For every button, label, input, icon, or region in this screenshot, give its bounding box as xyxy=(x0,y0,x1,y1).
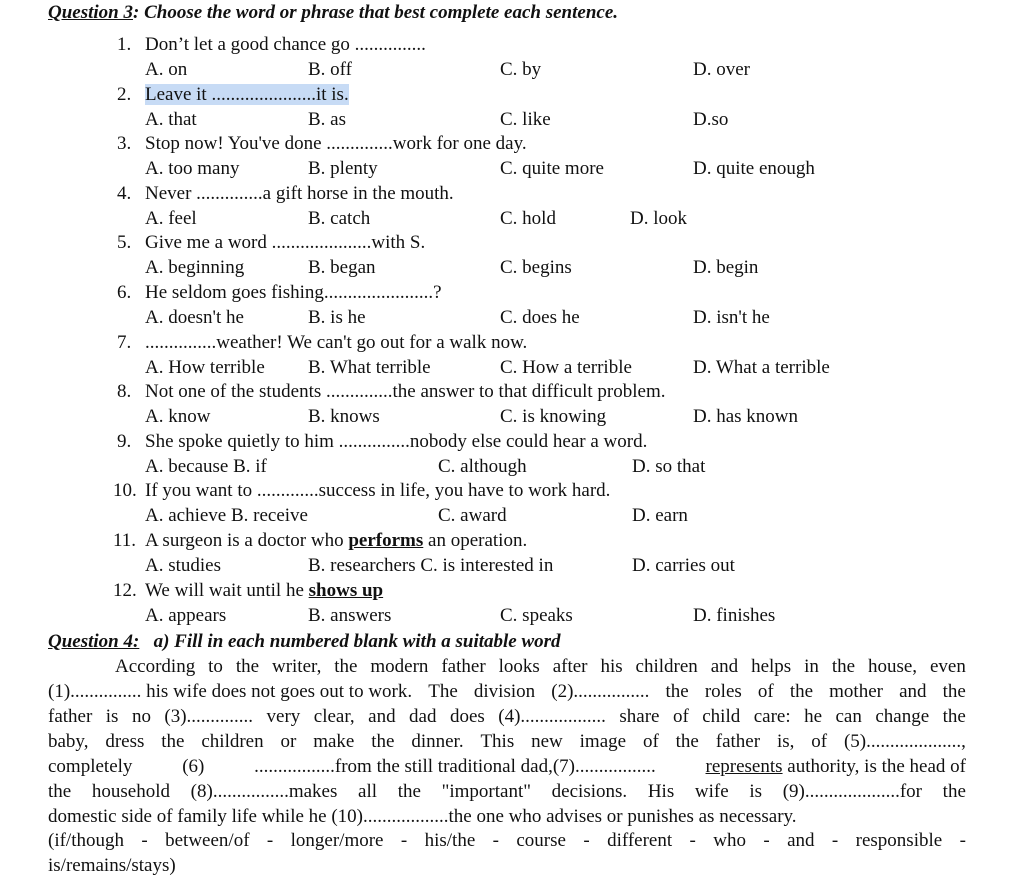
passage-word: in xyxy=(804,656,819,677)
passage-word: change xyxy=(875,705,930,727)
answer-option[interactable]: A. studies xyxy=(145,555,221,576)
passage-word: the xyxy=(161,730,185,752)
answer-option[interactable]: B. is he xyxy=(308,307,366,328)
passage-word: dinner. xyxy=(411,730,464,752)
passage-word: - xyxy=(492,830,499,852)
question-stem xyxy=(145,34,426,56)
passage-word: of xyxy=(811,730,828,752)
passage-word: (9)....................for xyxy=(782,780,922,802)
question-number: 12. xyxy=(113,579,137,601)
answer-option[interactable]: D. quite enough xyxy=(693,158,815,180)
question-4-heading xyxy=(48,631,561,653)
passage-word: (5)...................., xyxy=(843,730,966,752)
passage-word: roles xyxy=(704,681,742,702)
passage-word: father xyxy=(441,656,486,677)
passage-line xyxy=(48,830,966,852)
passage-word: (2)................ xyxy=(551,681,650,702)
passage-word: looks xyxy=(498,656,540,677)
passage-word: new xyxy=(531,730,563,752)
passage-word: the xyxy=(942,705,966,727)
answer-option[interactable]: D. look xyxy=(630,207,687,229)
passage-word: mother xyxy=(829,681,883,702)
passage-word: the xyxy=(334,656,358,677)
answer-option[interactable]: C. although xyxy=(438,455,527,477)
passage-line xyxy=(48,756,966,778)
stem-text: If you want to .............success in life, you have to work hard. xyxy=(145,480,611,502)
passage-word: baby, xyxy=(48,730,89,752)
passage-word: (6) xyxy=(182,755,205,777)
question-4-instruction: a) Fill in each numbered blank with a suitable word xyxy=(153,631,561,652)
question-stem xyxy=(145,332,527,354)
answer-option[interactable]: A. beginning xyxy=(145,257,245,279)
passage-word: no xyxy=(131,705,151,727)
question-number: 10. xyxy=(113,480,137,502)
passage-word: child xyxy=(702,705,741,727)
question-3-heading xyxy=(48,2,618,24)
passage-word: the xyxy=(48,780,72,802)
answer-option[interactable]: A. know xyxy=(145,406,211,428)
answer-option[interactable]: A. too many xyxy=(145,158,240,180)
passage-word: responsible xyxy=(855,830,943,852)
passage-word: or xyxy=(280,730,297,752)
question-4-label: Question 4: xyxy=(48,631,140,652)
question-number: 6. xyxy=(117,282,132,303)
passage-word: His xyxy=(647,780,675,802)
underlined-phrase: performs xyxy=(348,530,424,551)
passage-word: his/the xyxy=(424,830,476,852)
passage-word: - xyxy=(400,830,408,852)
passage-word: the xyxy=(675,730,699,752)
passage-word: children xyxy=(201,730,264,752)
answer-option[interactable]: C. does he xyxy=(500,307,580,328)
passage-word: he xyxy=(804,705,823,727)
passage-word: between/of xyxy=(165,830,250,852)
passage-line xyxy=(48,681,966,703)
passage-word: children xyxy=(635,656,698,677)
passage-word: dad xyxy=(409,705,437,727)
passage-word: of xyxy=(672,705,689,727)
passage-word: writer, xyxy=(271,656,322,677)
stem-text: Stop now! You've done ..............work for one day. xyxy=(145,133,527,155)
question-stem xyxy=(145,183,454,205)
passage-word: clear, xyxy=(313,705,355,727)
passage-line xyxy=(48,855,176,877)
question-stem xyxy=(145,133,527,155)
passage-line xyxy=(48,706,966,728)
passage-word: division xyxy=(473,681,536,702)
question-number: 3. xyxy=(117,133,132,155)
passage-word: and xyxy=(710,656,739,677)
passage-word: can xyxy=(835,705,862,727)
passage-word: course xyxy=(516,830,566,852)
answer-option[interactable]: C. quite more xyxy=(500,158,604,180)
stem-text: Leave it ......................it is. xyxy=(145,83,349,105)
passage-word: the xyxy=(942,780,966,802)
passage-word: decisions. xyxy=(551,780,628,802)
question-number: 11. xyxy=(113,530,137,551)
answer-option[interactable]: D. over xyxy=(693,59,750,80)
passage-word: different xyxy=(607,830,673,852)
passage-word: - xyxy=(141,830,148,852)
passage-word: even xyxy=(929,656,966,677)
answer-option[interactable]: D. begin xyxy=(693,257,759,279)
question-stem xyxy=(145,232,425,254)
stem-text: She spoke quietly to him ...............nobody else could hear a word. xyxy=(145,430,648,452)
passage-word: longer/more xyxy=(290,830,384,852)
passage-word: (if/though xyxy=(48,830,124,852)
passage-word: after xyxy=(552,656,588,677)
passage-word: This xyxy=(480,730,515,752)
question-stem xyxy=(145,431,647,453)
passage-word: share xyxy=(619,705,660,727)
answer-option[interactable]: A. appears xyxy=(145,604,227,626)
passage-word: - xyxy=(763,830,770,852)
passage-word: and xyxy=(368,705,396,727)
passage-word: the xyxy=(371,730,395,752)
passage-word: the xyxy=(665,681,689,702)
passage-word: the xyxy=(789,681,814,702)
passage-word: wife xyxy=(694,780,729,802)
passage-line xyxy=(48,806,797,828)
answer-option[interactable]: A. How terrible xyxy=(145,356,265,378)
answer-option[interactable]: B. What terrible xyxy=(308,356,431,378)
passage-word: is/remains/stays) xyxy=(48,855,176,877)
passage-word: to xyxy=(208,656,223,677)
question-stem xyxy=(145,580,383,602)
answer-option[interactable]: B. as xyxy=(308,108,346,130)
question-3-instruction: : Choose the word or phrase that best complete each sentence. xyxy=(133,2,619,23)
passage-word: is, xyxy=(776,730,795,752)
question-stem xyxy=(145,480,610,502)
answer-option[interactable]: B. began xyxy=(308,257,376,279)
question-3-label: Question 3 xyxy=(48,2,133,23)
passage-word: helps xyxy=(751,656,792,677)
passage-word: - xyxy=(266,830,274,852)
stem-text: He seldom goes fishing.......................? xyxy=(145,282,442,303)
answer-option[interactable]: D. finishes xyxy=(693,604,776,626)
stem-text: A surgeon is a doctor who xyxy=(145,530,349,551)
question-stem xyxy=(145,282,442,304)
passage-word: .................from the still traditional dad,(7)................. xyxy=(254,755,656,777)
answer-option[interactable]: A. doesn't he xyxy=(145,307,244,328)
question-number: 2. xyxy=(117,83,132,105)
question-number: 5. xyxy=(117,232,132,254)
answer-option[interactable]: D. has known xyxy=(693,406,799,428)
passage-word: care: xyxy=(753,705,791,727)
answer-option[interactable]: D.so xyxy=(693,108,729,130)
passage-word: and xyxy=(899,681,927,702)
passage-word: - xyxy=(583,830,590,852)
stem-text: Give me a word .....................with S. xyxy=(145,232,426,254)
passage-word: - xyxy=(831,830,839,852)
stem-text: Don’t let a good chance go ............... xyxy=(145,34,426,55)
answer-option[interactable]: D. isn't he xyxy=(693,307,770,328)
answer-option[interactable]: B. plenty xyxy=(308,158,378,180)
passage-word: does xyxy=(449,705,485,727)
passage-word: who xyxy=(713,830,746,852)
answer-option[interactable]: B. catch xyxy=(308,207,371,229)
answer-option[interactable]: A. that xyxy=(145,108,197,130)
stem-text: an operation. xyxy=(423,530,528,551)
answer-option[interactable]: B. answers xyxy=(308,604,392,626)
passage-word: dress xyxy=(105,730,145,752)
answer-option[interactable]: C. hold xyxy=(500,207,556,229)
question-number: 4. xyxy=(117,182,132,204)
passage-word: completely xyxy=(48,755,133,777)
passage-word: make xyxy=(313,730,355,752)
passage-word: father xyxy=(48,705,93,727)
passage-word: the xyxy=(942,681,966,702)
stem-text: Not one of the students ..............the answer to that difficult problem. xyxy=(145,381,666,403)
answer-option[interactable]: C. by xyxy=(500,59,542,80)
answer-option[interactable]: A. because B. if xyxy=(145,455,267,477)
passage-word: (1)............... his wife does not goes out to work. xyxy=(48,681,413,702)
answer-option[interactable]: A. achieve B. receive xyxy=(145,505,308,527)
passage-word: household xyxy=(91,780,170,802)
stem-text: Never ..............a gift horse in the mouth. xyxy=(145,182,454,204)
passage-word: - xyxy=(689,830,696,852)
passage-word: modern xyxy=(370,656,429,677)
passage-word: domestic side of family life while he (10)..................the one who advises or punishes as necessary. xyxy=(48,805,797,827)
answer-option[interactable]: A. feel xyxy=(145,207,197,229)
passage-word: represents authority, is the head of xyxy=(705,755,966,777)
passage-word: "important" xyxy=(441,780,531,802)
answer-option[interactable]: A. on xyxy=(145,59,188,80)
passage-word: of xyxy=(757,681,774,702)
question-stem xyxy=(145,530,527,552)
passage-word: father xyxy=(715,730,761,752)
question-number: 1. xyxy=(117,34,132,55)
passage-word: According xyxy=(115,656,196,677)
passage-word: the xyxy=(397,780,421,802)
answer-option[interactable]: C. like xyxy=(500,108,551,130)
answer-option[interactable]: B. researchers C. is interested in xyxy=(308,555,554,576)
answer-option[interactable]: C. is knowing xyxy=(500,406,607,428)
passage-word: very xyxy=(266,705,301,727)
answer-option[interactable]: C. begins xyxy=(500,257,572,279)
passage-word: and xyxy=(787,830,815,852)
passage-word: is xyxy=(749,780,763,802)
answer-option[interactable]: D. earn xyxy=(632,505,688,527)
stem-text: We will wait until he xyxy=(145,579,309,601)
answer-option[interactable]: D. carries out xyxy=(632,555,735,576)
passage-word: image xyxy=(579,730,627,752)
question-number: 9. xyxy=(117,430,132,452)
stem-text: ...............weather! We can't go out for a walk now. xyxy=(145,331,528,353)
answer-option[interactable]: B. knows xyxy=(308,406,380,428)
passage-word: his xyxy=(600,656,623,677)
passage-line xyxy=(48,781,966,803)
answer-option[interactable]: C. award xyxy=(438,505,507,527)
passage-word: of xyxy=(642,730,659,752)
question-stem xyxy=(145,381,665,403)
answer-option[interactable]: D. so that xyxy=(632,455,706,477)
passage-word: all xyxy=(358,780,378,802)
question-number: 7. xyxy=(117,331,132,353)
question-stem xyxy=(145,84,349,106)
answer-option[interactable]: C. speaks xyxy=(500,604,573,626)
answer-option[interactable]: D. What a terrible xyxy=(693,356,830,378)
passage-word: the xyxy=(235,656,260,677)
passage-word: (8)................makes xyxy=(190,780,338,802)
passage-first-line xyxy=(115,656,966,678)
underlined-phrase: shows up xyxy=(308,579,384,601)
question-number: 8. xyxy=(117,381,132,403)
passage-word: is xyxy=(105,705,119,727)
passage-word: (3).............. xyxy=(164,705,254,727)
passage-word: The xyxy=(428,681,458,702)
passage-word: (4).................. xyxy=(498,705,606,727)
answer-option[interactable]: B. off xyxy=(308,59,352,80)
passage-word: house, xyxy=(867,656,918,677)
passage-word: the xyxy=(831,656,856,677)
passage-line xyxy=(48,731,966,753)
answer-option[interactable]: C. How a terrible xyxy=(500,356,632,378)
passage-word: - xyxy=(959,830,966,852)
